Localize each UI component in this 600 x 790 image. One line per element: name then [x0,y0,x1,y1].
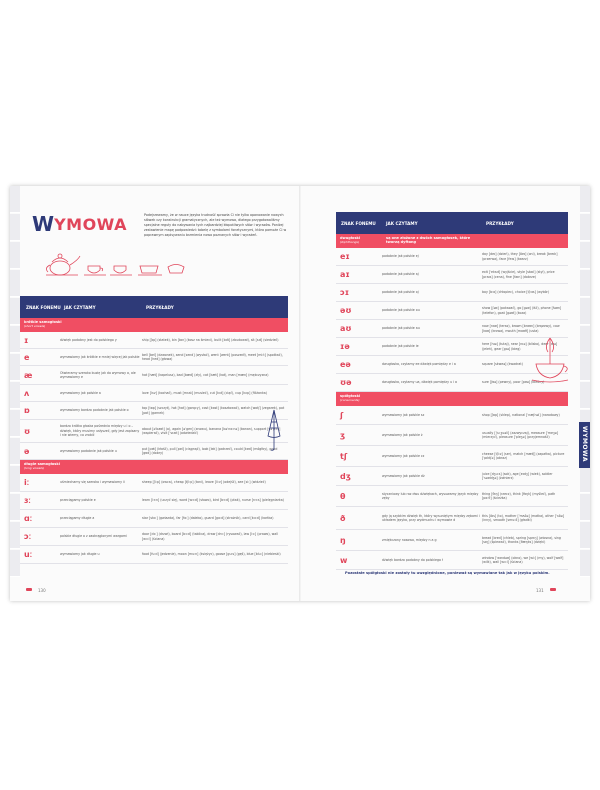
table-row: eɪ podobnie jak polskie ej day [deɪ] (dzień), they [ðeɪ] (oni), break [breɪk] (przerwa), face [feɪs] (twarz) [336,248,568,266]
section-consonants: spółgłoski (consonants) [336,392,568,406]
header-how: JAK CZYTAMY [64,305,96,310]
table-row: dʒ wymawiamy jak polskie dż juice [dʒuːs] (sok), age [eɪdʒ] (wiek), soldier [ˈsəʊldʒə] (żołnierz) [336,467,568,486]
book-gutter [299,186,301,601]
table-row: əʊ podobnie jak polskie ou show [ʃəʊ] (pokazać), go [ɡəʊ] (iść), phone [fəʊn] (telefon), goat [ɡəʊt] (koza) [336,302,568,320]
header-phoneme: ZNAK FONEMU [341,221,376,226]
publisher-logo-icon [26,588,32,591]
table-row: ʊə dwugłoska, czytamy ua, dźwięk pomiędzy u i a sure [ʃʊə] (pewny), poor [pʊə] (biedny) [336,374,568,392]
chapter-tab[interactable] [10,494,20,521]
chapter-tab-label: WYMOWA [581,426,588,463]
section-long-vowels: długie samogłoski (long vowels) [20,460,288,474]
chapter-tab[interactable] [10,270,20,297]
chapter-tab[interactable] [580,382,590,409]
table-row: w dźwięk bardzo podobny do polskiego ł window [ˈwɪndəʊ] (okno), we [wiː] (my), wolf [wʊlf] (wilk), wall [wɔːl] (ściana) [336,551,568,570]
chapter-tab[interactable] [10,466,20,493]
chapter-tab[interactable] [580,466,590,493]
chapter-tab[interactable] [10,382,20,409]
table-row: ʒ wymawiamy jak polskie ż usually [ˈjuːʒuəli] (zazwyczaj), measure [ˈmeʒə] (mierzyć), pleasure [ˈpleʒə] (przyjemność) [336,425,568,446]
table-row: aʊ podobnie jak polskie au now [naʊ] (teraz), brown [braʊn] (brązowy), cow [kaʊ] (krowa), mouth [maʊθ] (usta) [336,320,568,338]
table-row: ʃ wymawiamy jak polskie sz shop [ʃɒp] (sklep), national [ˈnæʃnəl] (narodowy) [336,406,568,425]
vowels-table [20,296,288,564]
chapter-tab[interactable] [10,186,20,213]
teacup-illustration [530,336,570,384]
consonants-note: Pozostałe spółgłoski nie zostały tu uwzględnione, ponieważ są wymawiane tak jak w języku polskim. [345,571,550,575]
right-chapter-tabs [580,186,590,578]
section-short-vowels: krótkie samogłoski (short vowels) [20,318,288,332]
page-number-right: 131 [536,588,544,593]
table-row: iː uśmiechamy się szeroko i wymawiamy ii sheep [ʃiːp] (owca), cheap [tʃiːp] (tani), leave [liːv] (odejść), see [siː] (widzieć) [20,474,288,492]
chapter-tab[interactable] [580,522,590,549]
table-row: e wymawiamy jak krótkie e mniej więcej jak polskie bell [bel] (dzwonek), send [send] (wysłać), went [went] (poszedł), meet [miːt] (spotkać), head [hed] (głowa) [20,349,288,366]
chapter-tab[interactable] [10,298,20,325]
chapter-tab[interactable] [580,214,590,241]
title-rest: YMOWA [54,214,127,234]
chapter-tab[interactable] [10,550,20,577]
table-row: uː wymawiamy jak długie u food [fuːd] (jedzenie), moon [muːn] (księżyc), goose [ɡuːs] (gęś), blue [bluː] (niebieski) [20,546,288,564]
umbrella-illustration [264,408,284,452]
table-row: æ Otwieramy szeroko buzię jak do wymowy a, ale wymawiamy e hat [hæt] (kapelusz), bad [bæd] (zły), cat [kæt] (kot), man [mæn] (mężczyzna) [20,366,288,385]
table-row: ɪə podobnie jak polskie ie here [hɪə] (tutaj), near [nɪə] (blisko), deer [dɪə] (jeleń), gear [ɡɪə] (bieg) [336,338,568,356]
chapter-tab[interactable] [580,326,590,353]
table-row: tʃ wymawiamy jak polskie cz cheese [tʃiːz] (ser), match [mætʃ] (zapałka), picture [ˈpɪktʃə] (obraz) [336,446,568,467]
table-row: ð gdy ją szybkim dźwięk th, który wysuniętym między zębami i układem języka, przy wydmuchu i wymowie d this [ðɪs] (to), mother [ˈmʌðə] (matka), other [ˈʌðə] (inny), smooth [smuːð] (gładki) [336,507,568,530]
chapter-tab[interactable] [10,326,20,353]
chapter-tab[interactable] [10,354,20,381]
left-chapter-tabs [10,186,20,578]
table-header [20,296,288,318]
chapter-tab[interactable] [580,242,590,269]
table-row: ɒ wymawiamy bardzo podobnie jak polskie o top [tɒp] (szczyt), hot [hɒt] (gorący), cost [kɒst] (kosztować), watch [wɒtʃ] (zegarek), pot [pɒt] (garnek) [20,402,288,420]
table-row: aɪ podobnie jak polskie aj exit [ˈeksɪt] (wyjście), style [staɪl] (styl), price [praɪs] (cena), fine [faɪn] (dobrze) [336,266,568,284]
table-row: ɔː polskie długie o z zaokrąglonymi wargami door [dɔː] (drzwi), board [bɔːd] (tablica), draw [drɔː] (rysować), law [lɔː] (prawo), wall [wɔːl] (ściana) [20,528,288,546]
header-how: JAK CZYTAMY [386,221,418,226]
title-initial: W [32,212,55,236]
chapter-tab-active[interactable] [579,422,590,468]
chapter-tab[interactable] [580,186,590,213]
table-row: ɑː przeciągamy długie a star [stɑː] (gwiazda), far [fɑː] (daleko), guard [ɡɑːd] (strażnik), card [kɑːd] (kartka) [20,510,288,528]
header-examples: PRZYKŁADY [146,305,174,310]
table-row: ɜː przeciągamy polskie e learn [lɜːn] (uczyć się), word [wɜːd] (słowo), bird [bɜːd] (ptak), nurse [nɜːs] (pielęgniarka) [20,492,288,510]
teapot-cups-illustration [38,250,188,278]
chapter-tab[interactable] [10,438,20,465]
chapter-tab[interactable] [10,242,20,269]
book-spread [10,186,590,601]
header-examples: PRZYKŁADY [486,221,514,226]
chapter-tab[interactable] [580,270,590,297]
header-phoneme: ZNAK FONEMU [26,305,61,310]
intro-paragraph: Podejrzewamy, że w nauce języka trudność sprawia Ci nie tylko opanowanie nowych słówek czy konstrukcji gramatycznych, ale też wymowa, dlatego przygotowaliśmy specjalne reguły do nabywania tych najbardziej kłopotliwych słów i wyrazów. Poniżej zestawienie mapę podpowiedzi: tabelę z symbolami fonetycznymi, która pomoże Ci w poprawnym zapisywaniu brzmienia nowo poznanych słów i wyrażeń. [144,213,287,237]
table-row: ʌ wymawiamy jak polskie a love [lʌv] (kochać), must [mʌst] (musieć), cut [kʌt] (ciąć), cup [kʌp] (filiżanka) [20,385,288,402]
chapter-tab[interactable] [10,522,20,549]
table-row: ŋ zmiękczony nosowo, między n a g bread [bred] (chleb), spring [sprɪŋ] (wiosna), sing [sɪŋ] (śpiewać), thanks [θæŋks] (dzięki) [336,530,568,551]
chapter-tab[interactable] [580,494,590,521]
table-header [336,212,568,234]
chapter-tab[interactable] [580,298,590,325]
chapter-tab[interactable] [10,214,20,241]
table-row: θ styczniowy lub raz dwu dźwiękach, wysuwamy język między zęby thing [θɪŋ] (rzecz), think [θɪŋk] (myśleć), path [pɑːθ] (ścieżka) [336,486,568,507]
section-diphthongs: dwugłoski (diphthongs) są one złożone z dwóch samogłosek, które tworzą dyftong [336,234,568,248]
publisher-logo-icon [550,588,556,591]
page-title [32,212,127,236]
chapter-tab[interactable] [580,550,590,577]
table-row: eə dwugłoska, czytamy ee dźwięk pomiędzy e i a square [skweə] (kwadrat) [336,356,568,374]
table-row: ɪ dźwięk podobny jest do polskiego y ship [ʃɪp] (statek), bin [bɪn] (kosz na śmieci), built [bɪlt] (zbudował), sit [sɪt] (siedzieć) [20,332,288,349]
table-row: ə wymawiamy podobnie jak polskie u put [pʊt] (kłaść), pull [pʊl] (ciągnąć), look [lʊk] (patrzeć), could [kʊd] (mógłby), good [ɡʊd] (dobry) [20,443,288,460]
chapter-tab[interactable] [10,410,20,437]
chapter-tab[interactable] [580,354,590,381]
table-row: ɔɪ podobnie jak polskie oj boy [bɔɪ] (chłopiec), choice [tʃɔɪs] (wybór) [336,284,568,302]
table-row: ʊ bardzo krótka głoska pośrednia między u i o – dźwięk, który musimy usłyszeć, gdy jest zapisany i nie wiemy, co zrobić about [əˈbaʊt] (o), again [əˈɡen] (znowu), banana [bəˈnɑːnə] (banan), support [səˈpɔːt] (wspierać), visit [ˈvɪzɪt] (odwiedzić) [20,420,288,443]
diphthongs-consonants-table [336,212,568,570]
page-number-left: 130 [38,588,46,593]
